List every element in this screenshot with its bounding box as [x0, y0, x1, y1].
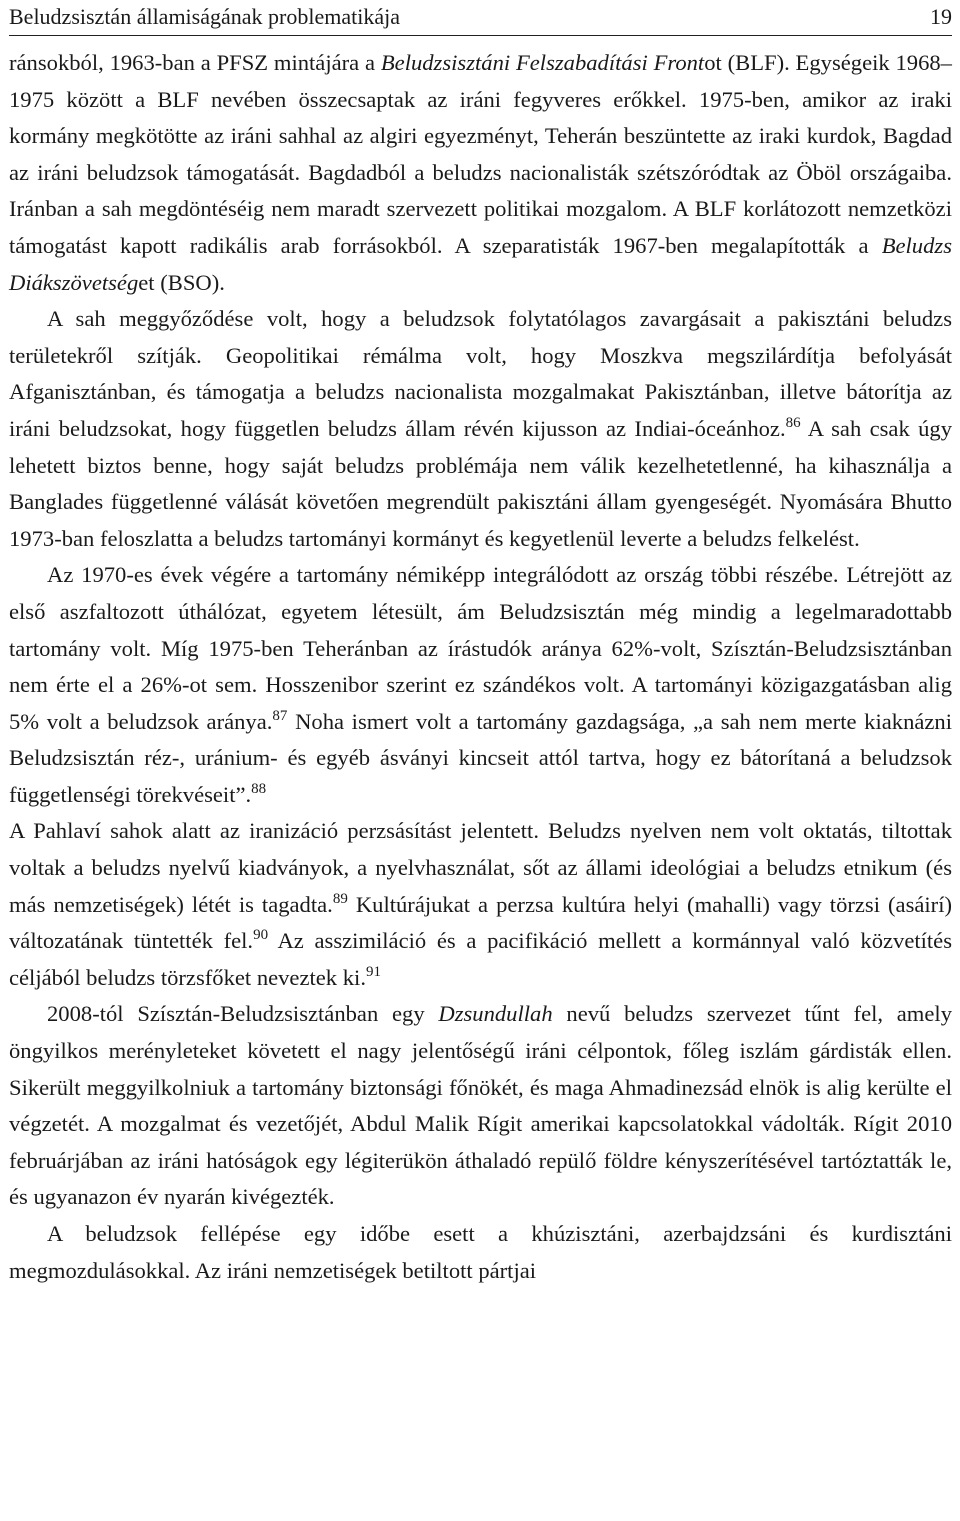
body-text — [9, 45, 952, 1289]
running-header — [9, 4, 952, 34]
running-title: Beludzsisztán államiságának problematikája — [9, 4, 400, 29]
italic-text: Dzsundullah — [438, 1001, 553, 1027]
footnote-ref: 88 — [251, 780, 267, 797]
text-run: et (BSO). — [138, 269, 225, 295]
footnote-ref: 86 — [785, 414, 801, 431]
paragraph — [9, 301, 952, 557]
paragraph — [9, 1216, 952, 1289]
footnote-ref: 89 — [332, 890, 348, 907]
text-run: A beludzsok fellépése egy időbe esett a khúzisztáni, azerbajdzsáni és kurdisztáni megmozdulásokkal. Az iráni nemzetiségek betiltott pártjai — [9, 1221, 952, 1283]
text-run: A sah meggyőződése volt, hogy a beludzsok folytatólagos zavargásait a pakisztáni beludzs területekről szítják. Geopolitikai rémálma volt, hogy Moszkva megszilárdítja befolyását Afganisztánban, és támogatja a beludzs nacionalista mozgalmakat Pakisztánban, illetve bátorítja az iráni beludzsokat, hogy független beludzs állam révén kijusson az Indiai-óceánhoz. — [9, 306, 952, 441]
footnote-ref: 91 — [365, 963, 381, 980]
text-run: A Pahlaví sahok alatt az iranizáció perzsásítást jelentett. Beludzs nyelven nem volt oktatás, tiltottak voltak a beludzs nyelvű kiadványok, a nyelvhasználat, sőt az állami ideológiai a beludzs etnikum (és más nemzetiségek) létét is tagadta. — [9, 818, 952, 917]
text-run: Az asszimiláció és a pacifikáció mellett a kormánnyal való közvetítés céljából beludzs törzsfőket neveztek ki. — [9, 928, 952, 990]
text-run: A sah csak úgy lehetett biztos benne, hogy saját beludzs problémája nem válik kezelhetetlenné, ha kihasználja a Banglades függetlenné válását követően megrendült pakisztáni állam gyengeségét. Nyomására Bhutto 1973-ban feloszlatta a beludzs tartományi kormányt és kegyetlenül leverte a beludzs felkelést. — [9, 415, 953, 551]
footnote-ref: 87 — [272, 707, 288, 724]
italic-text: Beludzsisztáni Felszabadítási Front — [380, 50, 705, 75]
text-run: Kultúrájukat a perzsa kultúra helyi (mahalli) vagy törzsi (asáirí) változatának tüntették fel. — [9, 891, 953, 954]
italic-text: Beludzs Diákszövetség — [9, 232, 952, 295]
text-run: nevű beludzs szervezet tűnt fel, amely öngyilkos merényleteket követett el nagy jelentőségű iráni célpontok, főleg iszlám gárdisták ellen. Sikerült meggyilkolniuk a tartomány biztonsági főnökét, és maga Ahmadinezsád elnök is alig kerülte el végzetét. A mozgalmat és vezetőjét, Abdul Malik Rígit amerikai kapcsolatokkal vádolták. Rígit 2010 februárjában az iráni hatóságok egy légiterükön áthaladó repülő földre kényszerítésével tartóztatták le, és ugyanazon év nyarán kivégezték. — [9, 1001, 952, 1210]
paragraph — [9, 557, 952, 813]
text-run: 2008-tól Szísztán-Beludzsisztánban egy — [47, 1001, 439, 1027]
text-run: ránsokból, 1963-ban a PFSZ mintájára a — [9, 50, 381, 75]
paragraph — [9, 45, 952, 301]
text-run: Noha ismert volt a tartomány gazdagsága, „a sah nem merte kiaknázni Beludzsisztán réz-, uránium- és egyéb ásványi kincseit attól tartva, hogy ez bátorítaná a beludzsok függetlenségi törekvéseit”. — [9, 708, 953, 807]
text-run: ot (BLF). Egységeik 1968–1975 között a BLF nevében összecsaptak az iráni fegyveres erőkkel. 1975-ben, amikor az iraki kormány megkötötte az iráni sahhal az algiri egyezményt, Teherán beszüntette az iraki kurdok, Bagdad az iráni beludzsok támogatását. Bagdadból a beludzs nacionalisták szétszóródtak az Öböl országaiba. Iránban a sah megdöntéséig nem maradt szervezett politikai mozgalom. A BLF korlátozott nemzetközi támogatást kapott radikális arab forrásokból. A szeparatisták 1967-ben megalapították a — [9, 50, 952, 258]
paragraph — [9, 813, 952, 996]
text-run: Az 1970-es évek végére a tartomány némiképp integrálódott az ország többi részébe. Létrejött az első aszfaltozott úthálózat, egyetem létesült, ám Beludzsisztán még mindig a legelmaradottabb tartomány volt. Míg 1975-ben Teheránban az írástudók aránya 62%-volt, Szísztán-Beludzsisztánban nem érte el a 26%-ot sem. Hosszenibor szerint ez szándékos volt. A tartományi közigazgatásban alig 5% volt a beludzsok aránya. — [9, 562, 952, 734]
footnote-ref: 90 — [253, 927, 269, 944]
paragraph — [9, 996, 952, 1216]
header-rule — [9, 35, 952, 36]
page-number: 19 — [930, 4, 952, 29]
